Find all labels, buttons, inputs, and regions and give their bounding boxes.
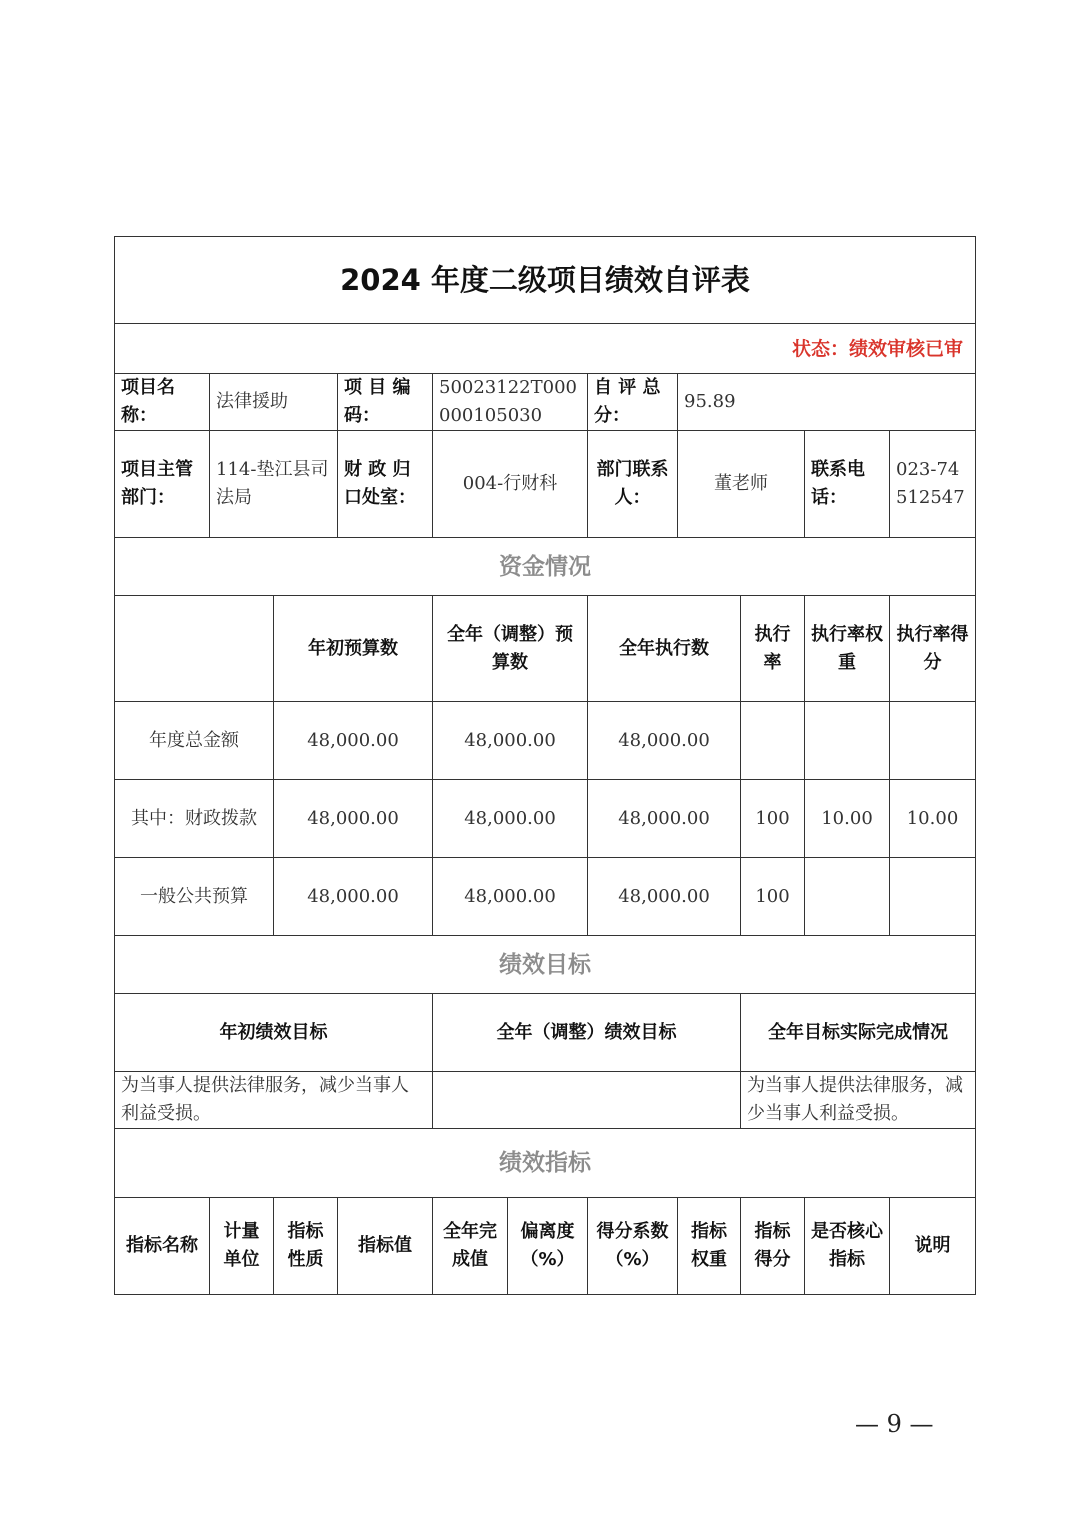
funds-cell: 100 [741,858,805,936]
project-name-value: 法律援助 [210,374,338,431]
project-name-label: 项目名称： [115,374,210,431]
indicators-header-row [115,1198,976,1295]
phone-value: 023-74512547 [890,431,976,538]
goals-header: 年初绩效目标 [115,994,433,1072]
funds-cell [890,858,976,936]
funds-cell: 48,000.00 [588,780,741,858]
funds-cell: 其中：财政拨款 [115,780,274,858]
funds-cell: 10.00 [805,780,890,858]
indicator-header: 得分系数（%） [588,1198,678,1295]
funds-cell [805,702,890,780]
funds-header: 全年（调整）预算数 [433,596,588,702]
goals-row [115,1072,976,1129]
indicators-section-title: 绩效指标 [115,1129,976,1198]
dept-label: 项目主管部门： [115,431,210,538]
page-number: — 9 — [855,1410,934,1438]
funds-cell [805,858,890,936]
funds-cell [890,702,976,780]
goals-cell: 为当事人提供法律服务，减少当事人利益受损。 [741,1072,976,1129]
indicator-header: 指标得分 [741,1198,805,1295]
phone-label: 联系电话： [805,431,890,538]
funds-cell: 年度总金额 [115,702,274,780]
page-title: 2024 年度二级项目绩效自评表 [115,237,976,324]
indicator-header: 计量单位 [210,1198,274,1295]
info-row-1 [115,374,976,431]
dept-value: 114-垫江县司法局 [210,431,338,538]
project-code-value: 50023122T000000105030 [433,374,588,431]
funds-cell: 48,000.00 [274,858,433,936]
indicator-header: 指标名称 [115,1198,210,1295]
funds-cell: 一般公共预算 [115,858,274,936]
funds-cell: 48,000.00 [433,702,588,780]
finance-office-label: 财 政 归口处室： [338,431,433,538]
evaluation-form [114,236,975,1295]
funds-row [115,702,976,780]
indicator-header: 全年完成值 [433,1198,508,1295]
funds-header: 年初预算数 [274,596,433,702]
indicator-header: 偏离度（%） [508,1198,588,1295]
funds-cell: 10.00 [890,780,976,858]
indicator-header: 是否核心指标 [805,1198,890,1295]
funds-row [115,858,976,936]
finance-office-value: 004-行财科 [433,431,588,538]
funds-header: 执行率权重 [805,596,890,702]
indicator-header: 说明 [890,1198,976,1295]
funds-cell: 48,000.00 [274,702,433,780]
indicator-header: 指标权重 [678,1198,741,1295]
indicator-header: 指标值 [338,1198,433,1295]
funds-header-row [115,596,976,702]
funds-cell: 48,000.00 [274,780,433,858]
goals-cell [433,1072,741,1129]
contact-value: 董老师 [678,431,805,538]
evaluation-table [114,236,976,1295]
goals-cell: 为当事人提供法律服务，减少当事人利益受损。 [115,1072,433,1129]
goals-header-row [115,994,976,1072]
project-code-label: 项 目 编码： [338,374,433,431]
funds-cell: 48,000.00 [433,780,588,858]
info-row-2 [115,431,976,538]
funds-header: 执行率得分 [890,596,976,702]
goals-header: 全年（调整）绩效目标 [433,994,741,1072]
funds-header: 全年执行数 [588,596,741,702]
funds-cell: 48,000.00 [433,858,588,936]
funds-cell: 48,000.00 [588,858,741,936]
indicator-header: 指标性质 [274,1198,338,1295]
funds-cell: 48,000.00 [588,702,741,780]
goals-section-title: 绩效目标 [115,936,976,994]
status-text: 状态：绩效审核已审 [115,324,976,374]
self-score-label: 自 评 总分： [588,374,678,431]
funds-header [115,596,274,702]
funds-section-title: 资金情况 [115,538,976,596]
self-score-value: 95.89 [678,374,976,431]
contact-label: 部门联系人： [588,431,678,538]
funds-header: 执行率 [741,596,805,702]
funds-cell: 100 [741,780,805,858]
funds-row [115,780,976,858]
goals-header: 全年目标实际完成情况 [741,994,976,1072]
funds-cell [741,702,805,780]
